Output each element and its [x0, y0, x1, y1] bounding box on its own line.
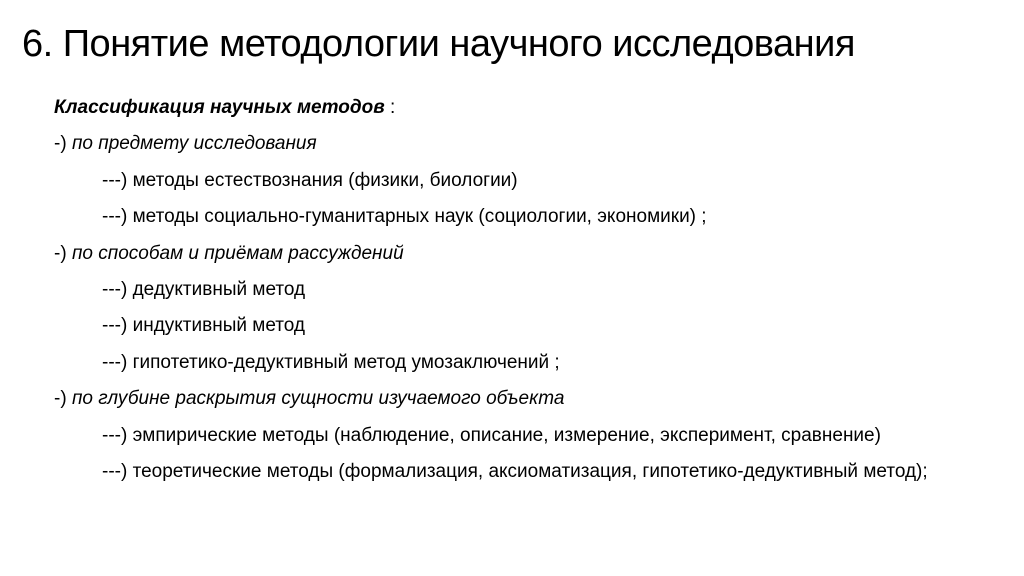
category-depth [54, 381, 954, 417]
method-item: ---) эмпирические методы (наблюдение, описание, измерение, эксперимент, сравнение) [102, 424, 881, 446]
method-item: ---) методы естествознания (физики, биологии) [102, 169, 518, 191]
method-item: ---) индуктивный метод [102, 315, 305, 337]
category-label: по способам и приёмам рассуждений [71, 242, 404, 264]
slide-body [54, 90, 954, 490]
method-item: ---) методы социально-гуманитарных наук (социологии, экономики) ; [102, 206, 707, 228]
classification-heading-suffix: : [384, 97, 396, 118]
method-item: ---) гипотетико-дедуктивный метод умозаключений ; [102, 351, 560, 373]
slide-title: 6. Понятие методологии научного исследования [22, 23, 855, 65]
method-item: ---) теоретические методы (формализация, аксиоматизация, гипотетико-дедуктивный метод); [102, 461, 928, 483]
category-label: по глубине раскрытия сущности изучаемого объекта [71, 388, 565, 410]
classification-heading [54, 90, 954, 126]
category-subject [54, 126, 954, 162]
category-prefix: -) [54, 242, 72, 264]
method-item: ---) дедуктивный метод [102, 279, 306, 301]
category-prefix: -) [54, 388, 72, 410]
classification-heading-label: Классификация научных методов [54, 97, 385, 118]
category-prefix: -) [54, 133, 72, 155]
category-reasoning [54, 236, 954, 272]
category-label: по предмету исследования [71, 133, 317, 155]
